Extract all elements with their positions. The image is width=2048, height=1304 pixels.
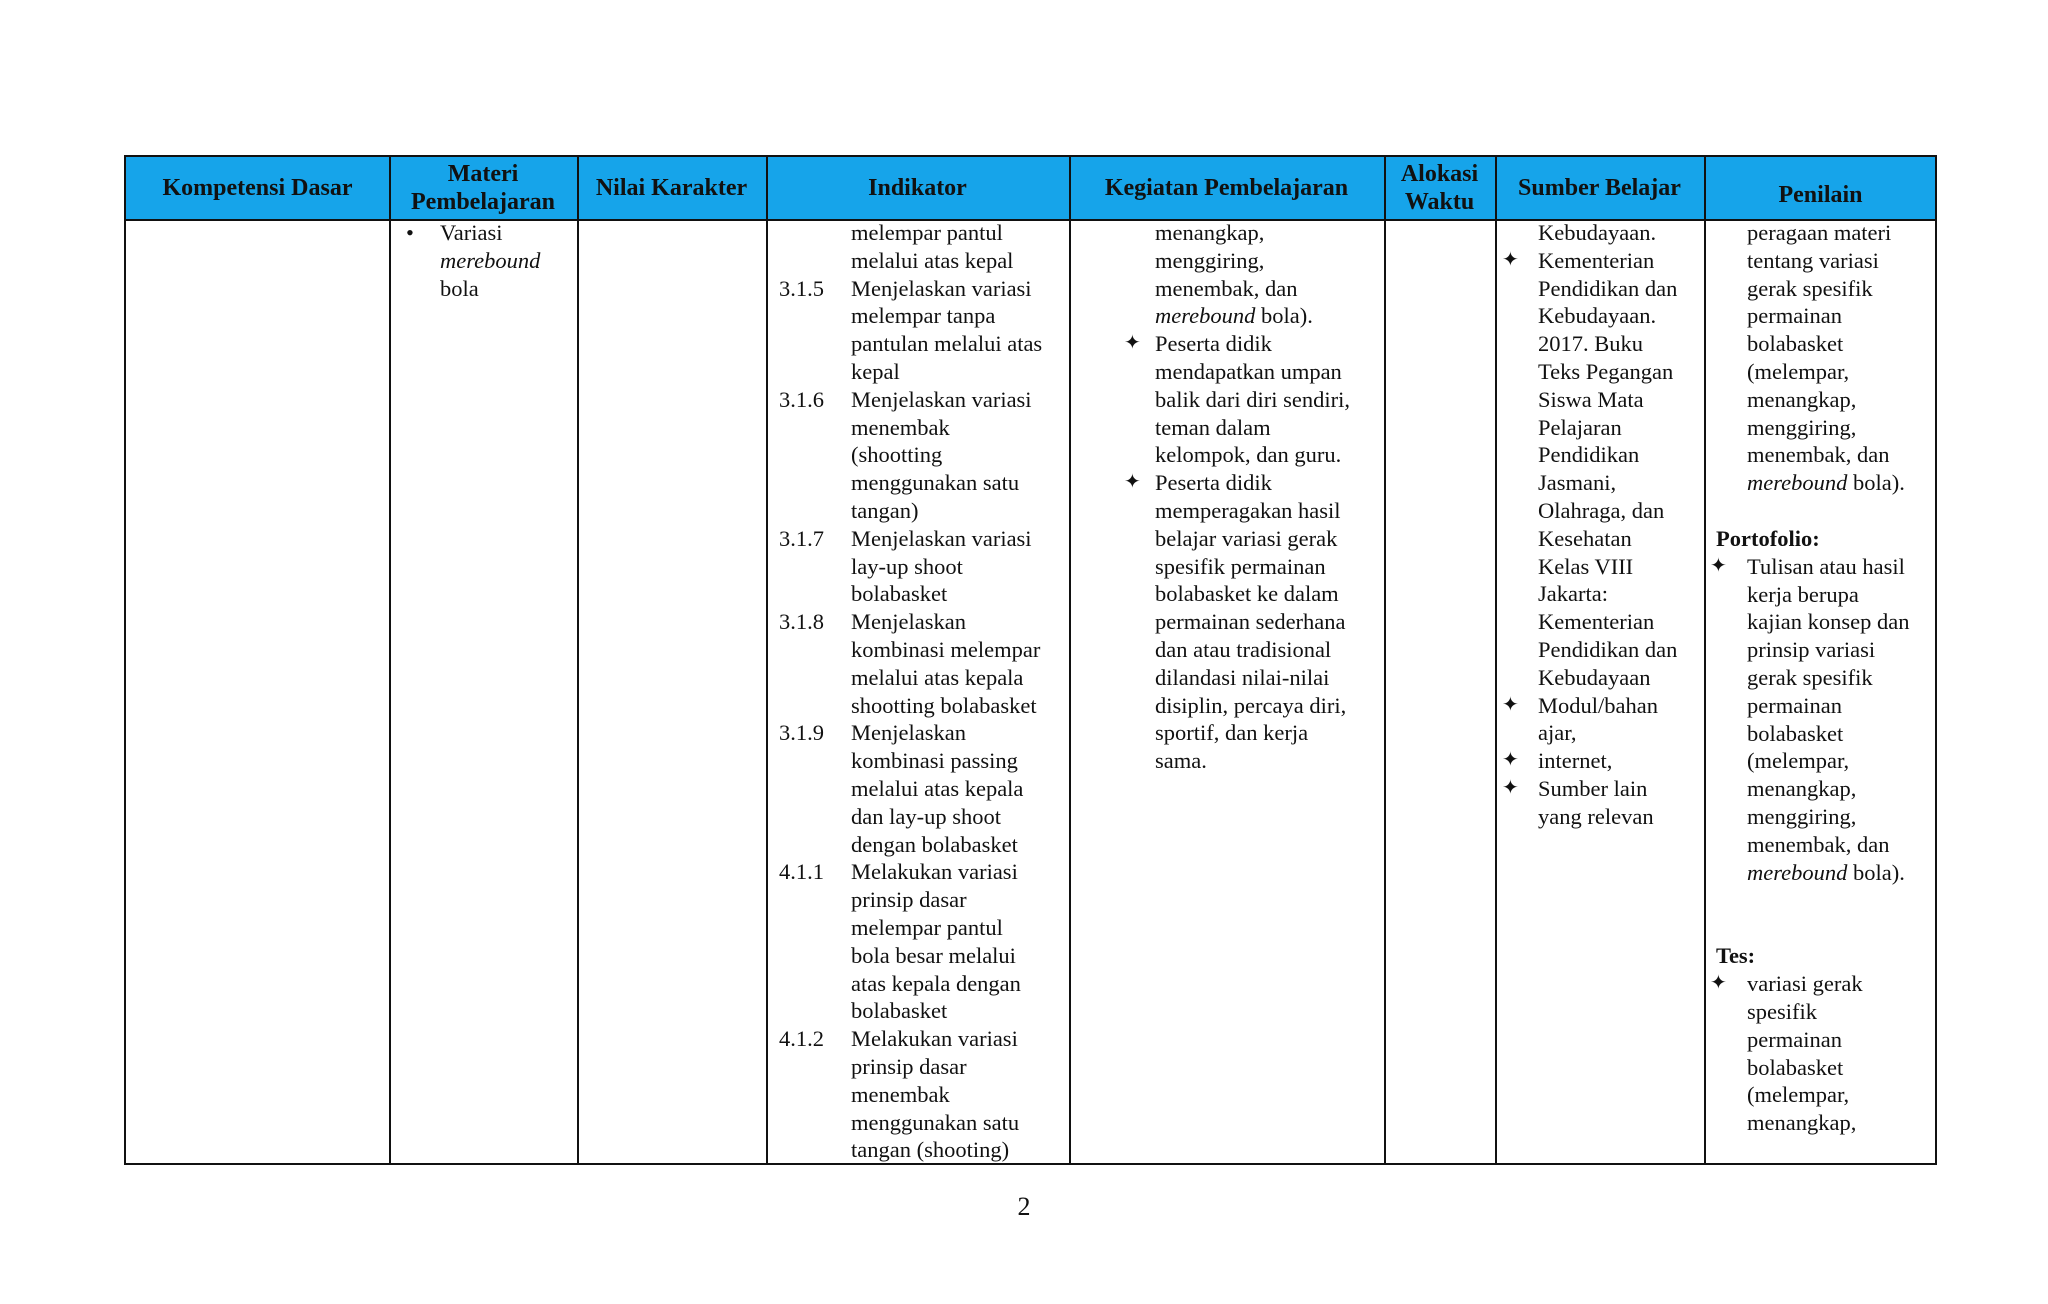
penilaian-line: permainan [1747, 303, 1842, 329]
kegiatan-line: menangkap, [1155, 220, 1265, 245]
indikator-line [779, 831, 1067, 859]
star-bullet-icon: ✦ [1502, 693, 1519, 716]
indikator-line [779, 942, 1067, 970]
kegiatan-line: dan atau tradisional [1155, 636, 1332, 662]
sumber-text: Modul/bahan [1538, 692, 1658, 718]
header-indikator: Indikator [868, 175, 967, 201]
penilaian-line: menangkap, [1747, 776, 1857, 802]
column-divider [1704, 157, 1706, 1163]
penilaian-line [1707, 553, 1935, 581]
indikator-number: 3.1.9 [779, 720, 824, 746]
indikator-line [779, 664, 1067, 692]
sumber-text: Olahraga, dan [1538, 497, 1665, 523]
kegiatan-line: belajar variasi gerak [1155, 525, 1338, 551]
kegiatan-line: permainan sederhana [1155, 609, 1346, 635]
star-bullet-icon: ✦ [1124, 332, 1141, 355]
indikator-text: Melakukan variasi [851, 1026, 1018, 1052]
sumber-line [1498, 775, 1703, 803]
kegiatan-line [1084, 469, 1382, 497]
sumber-text: Jakarta: [1538, 581, 1608, 607]
sumber-text: 2017. Buku [1538, 331, 1644, 357]
indikator-text: bolabasket [851, 581, 948, 607]
indikator-list [779, 219, 1067, 1164]
sumber-line [1498, 469, 1703, 497]
indikator-text: melalui atas kepal [851, 247, 1014, 273]
column-divider [1069, 157, 1071, 1163]
indikator-number: 4.1.1 [779, 859, 824, 885]
indikator-number: 3.1.6 [779, 386, 824, 412]
indikator-text: bolabasket [851, 998, 948, 1024]
penilaian-line: permainan [1747, 692, 1842, 718]
kegiatan-line: sportif, dan kerja [1155, 720, 1309, 746]
column-divider [577, 157, 579, 1163]
indikator-text: Menjelaskan [851, 720, 966, 746]
indikator-line [779, 608, 1067, 636]
sumber-cell [1498, 219, 1703, 831]
sumber-line [1498, 275, 1703, 303]
indikator-text: (shootting [851, 442, 943, 468]
kegiatan-text: Peserta didik [1155, 331, 1272, 357]
indikator-text: melempar pantul [851, 220, 1003, 245]
sumber-line [1498, 747, 1703, 775]
kegiatan-line [1084, 302, 1382, 330]
indikator-line [779, 553, 1067, 581]
header-alokasi-waktu [1384, 157, 1495, 219]
header-alokasi-line1: Alokasi [1400, 161, 1479, 187]
kegiatan-line: bolabasket ke dalam [1155, 581, 1339, 607]
indikator-cell [779, 219, 1067, 1164]
indikator-text: Menjelaskan [851, 609, 966, 635]
penilaian-text: Tulisan atau hasil [1747, 553, 1905, 579]
sumber-line [1498, 247, 1703, 275]
star-bullet-icon: ✦ [1502, 248, 1519, 271]
indikator-text: menggunakan satu [851, 1109, 1020, 1135]
indikator-text: shootting bolabasket [851, 692, 1037, 718]
sumber-list [1498, 219, 1703, 831]
kegiatan-text: bola). [1255, 303, 1313, 329]
sumber-text: Pendidikan dan [1538, 275, 1678, 301]
indikator-number: 3.1.8 [779, 609, 824, 635]
indikator-line [779, 247, 1067, 275]
sumber-text: Kementerian [1538, 609, 1655, 635]
indikator-text: kombinasi melempar [851, 636, 1041, 662]
penilaian-line: bolabasket [1747, 1054, 1844, 1080]
header-penilaian: Penilain [1778, 182, 1863, 208]
indikator-text: Menjelaskan variasi [851, 275, 1032, 301]
indikator-text: bola besar melalui [851, 942, 1016, 968]
indikator-line [779, 747, 1067, 775]
header-materi-pembelajaran [389, 157, 577, 219]
indikator-line [779, 219, 1067, 247]
indikator-line [779, 1025, 1067, 1053]
kegiatan-line: kelompok, dan guru. [1155, 442, 1342, 468]
header-sumber-belajar: Sumber Belajar [1518, 175, 1681, 201]
indikator-text: dengan bolabasket [851, 831, 1018, 857]
materi-line: bola [440, 275, 479, 301]
indikator-text: menembak [851, 1081, 950, 1107]
sumber-line [1498, 664, 1703, 692]
penilaian-line [1707, 469, 1935, 497]
penilaian-cell [1707, 219, 1935, 1137]
penilaian-line: peragaan materi [1747, 220, 1892, 245]
sumber-text: yang relevan [1538, 803, 1654, 829]
penilaian-line: (melempar, [1747, 358, 1850, 384]
sumber-line [1498, 386, 1703, 414]
penilaian-line: kerja berupa [1747, 581, 1859, 607]
penilaian-line: menangkap, [1747, 1110, 1857, 1136]
penilaian-text: bola). [1847, 470, 1905, 496]
indikator-line [779, 1136, 1067, 1164]
sumber-line [1498, 719, 1703, 747]
indikator-text: menggunakan satu [851, 470, 1020, 496]
sumber-line [1498, 219, 1703, 247]
indikator-text: kepal [851, 358, 900, 384]
sumber-line [1498, 358, 1703, 386]
sumber-line [1498, 553, 1703, 581]
lesson-plan-table [124, 155, 1937, 1165]
indikator-text: melempar tanpa [851, 303, 996, 329]
indikator-line [779, 330, 1067, 358]
column-divider [1384, 157, 1386, 1163]
indikator-number: 3.1.7 [779, 525, 824, 551]
star-bullet-icon: ✦ [1124, 471, 1141, 494]
penilaian-line: gerak spesifik [1747, 664, 1873, 690]
sumber-text: Jasmani, [1538, 470, 1617, 496]
sumber-text: Kementerian [1538, 247, 1655, 273]
bullet-icon: • [406, 220, 414, 245]
penilaian-line: menembak, dan [1747, 442, 1890, 468]
header-kompetensi-dasar: Kompetensi Dasar [162, 175, 353, 201]
sumber-line [1498, 692, 1703, 720]
indikator-line [779, 1081, 1067, 1109]
sumber-text: Kebudayaan. [1538, 303, 1657, 329]
sumber-text: Pendidikan [1538, 442, 1640, 468]
sumber-line [1498, 330, 1703, 358]
materi-line: Variasi [440, 220, 503, 245]
header-materi-line1: Materi [447, 161, 519, 187]
sumber-line [1498, 636, 1703, 664]
indikator-line [779, 803, 1067, 831]
sumber-text: Sumber lain [1538, 775, 1648, 801]
penilaian-line: menangkap, [1747, 386, 1857, 412]
sumber-text: Pendidikan dan [1538, 636, 1678, 662]
star-bullet-icon: ✦ [1710, 972, 1727, 995]
indikator-line [779, 914, 1067, 942]
indikator-line [779, 386, 1067, 414]
penilaian-italic-text: merebound [1747, 859, 1848, 885]
indikator-text: prinsip dasar [851, 1053, 967, 1079]
kegiatan-line: spesifik permainan [1155, 553, 1326, 579]
sumber-line [1498, 497, 1703, 525]
tes-heading: Tes: [1716, 943, 1756, 969]
penilaian-line: bolabasket [1747, 331, 1844, 357]
indikator-line [779, 441, 1067, 469]
sumber-text: Kebudayaan [1538, 664, 1651, 690]
indikator-number: 3.1.5 [779, 275, 824, 301]
indikator-text: menembak [851, 414, 950, 440]
page-number: 2 [1017, 1192, 1031, 1221]
indikator-line [779, 358, 1067, 386]
penilaian-line [1707, 859, 1935, 887]
kegiatan-line: mendapatkan umpan [1155, 358, 1342, 384]
materi-line: merebound [440, 247, 541, 273]
sumber-text: Kesehatan [1538, 525, 1632, 551]
indikator-text: Menjelaskan variasi [851, 525, 1032, 551]
penilaian-line: spesifik [1747, 998, 1817, 1024]
indikator-line [779, 497, 1067, 525]
kegiatan-line [1084, 330, 1382, 358]
indikator-text: Melakukan variasi [851, 859, 1018, 885]
sumber-line [1498, 803, 1703, 831]
penilaian-line: menggiring, [1747, 803, 1857, 829]
kegiatan-line: balik dari diri sendiri, [1155, 386, 1350, 412]
indikator-text: melalui atas kepala [851, 664, 1024, 690]
indikator-text: pantulan melalui atas [851, 331, 1043, 357]
kegiatan-line: disiplin, percaya diri, [1155, 692, 1347, 718]
kegiatan-line: dilandasi nilai-nilai [1155, 664, 1330, 690]
sumber-text: Kebudayaan. [1538, 220, 1657, 245]
indikator-line [779, 886, 1067, 914]
penilaian-line: bolabasket [1747, 720, 1844, 746]
indikator-line [779, 580, 1067, 608]
indikator-number: 4.1.2 [779, 1026, 824, 1052]
indikator-text: dan lay-up shoot [851, 803, 1001, 829]
header-kegiatan-pembelajaran: Kegiatan Pembelajaran [1104, 175, 1349, 201]
star-bullet-icon: ✦ [1710, 554, 1727, 577]
sumber-text: ajar, [1538, 720, 1577, 746]
indikator-line [779, 302, 1067, 330]
indikator-line [779, 275, 1067, 303]
sumber-line [1498, 414, 1703, 442]
penilaian-line: (melempar, [1747, 1082, 1850, 1108]
indikator-line [779, 970, 1067, 998]
indikator-text: tangan) [851, 497, 919, 523]
penilaian-line: tentang variasi [1747, 247, 1879, 273]
penilaian-text: variasi gerak [1747, 971, 1863, 997]
indikator-line [779, 692, 1067, 720]
indikator-line [779, 469, 1067, 497]
indikator-text: Menjelaskan variasi [851, 386, 1032, 412]
star-bullet-icon: ✦ [1502, 776, 1519, 799]
indikator-line [779, 719, 1067, 747]
indikator-line [779, 858, 1067, 886]
indikator-text: melalui atas kepala [851, 775, 1024, 801]
indikator-line [779, 1109, 1067, 1137]
kegiatan-line: menembak, dan [1155, 275, 1298, 301]
portofolio-heading: Portofolio: [1716, 525, 1820, 551]
kegiatan-cell [1084, 219, 1382, 775]
sumber-line [1498, 302, 1703, 330]
sumber-text: Siswa Mata [1538, 386, 1644, 412]
sumber-text: internet, [1538, 748, 1613, 774]
indikator-text: tangan (shooting) [851, 1137, 1010, 1163]
column-divider [1495, 157, 1497, 1163]
kegiatan-text: Peserta didik [1155, 470, 1272, 496]
penilaian-line: permainan [1747, 1026, 1842, 1052]
star-bullet-icon: ✦ [1502, 749, 1519, 772]
penilaian-italic-text: merebound [1747, 470, 1848, 496]
indikator-line [779, 1053, 1067, 1081]
indikator-text: prinsip dasar [851, 887, 967, 913]
indikator-line [779, 414, 1067, 442]
penilaian-line: menembak, dan [1747, 831, 1890, 857]
kegiatan-italic-text: merebound [1155, 303, 1256, 329]
penilaian-line: gerak spesifik [1747, 275, 1873, 301]
indikator-line [779, 775, 1067, 803]
kegiatan-line: sama. [1155, 748, 1207, 774]
column-divider [389, 157, 391, 1163]
indikator-text: melempar pantul [851, 914, 1003, 940]
indikator-text: lay-up shoot [851, 553, 963, 579]
indikator-line [779, 525, 1067, 553]
penilaian-line [1707, 970, 1935, 998]
penilaian-line: (melempar, [1747, 748, 1850, 774]
header-nilai-karakter: Nilai Karakter [595, 175, 748, 201]
penilaian-text: bola). [1847, 859, 1905, 885]
sumber-line [1498, 580, 1703, 608]
indikator-line [779, 636, 1067, 664]
sumber-line [1498, 441, 1703, 469]
kegiatan-line: teman dalam [1155, 414, 1271, 440]
sumber-text: Teks Pegangan [1538, 358, 1674, 384]
indikator-text: kombinasi passing [851, 748, 1018, 774]
sumber-line [1498, 525, 1703, 553]
penilaian-line: kajian konsep dan [1747, 609, 1910, 635]
header-materi-line2: Pembelajaran [411, 189, 555, 215]
kegiatan-line: menggiring, [1155, 247, 1265, 273]
indikator-line [779, 997, 1067, 1025]
penilaian-line: menggiring, [1747, 414, 1857, 440]
indikator-text: atas kepala dengan [851, 970, 1021, 996]
sumber-line [1498, 608, 1703, 636]
kegiatan-line: memperagakan hasil [1155, 497, 1341, 523]
sumber-text: Pelajaran [1538, 414, 1622, 440]
penilaian-line: prinsip variasi [1747, 637, 1876, 663]
sumber-text: Kelas VIII [1538, 553, 1634, 579]
header-alokasi-line2: Waktu [1404, 189, 1475, 215]
column-divider [766, 157, 768, 1163]
